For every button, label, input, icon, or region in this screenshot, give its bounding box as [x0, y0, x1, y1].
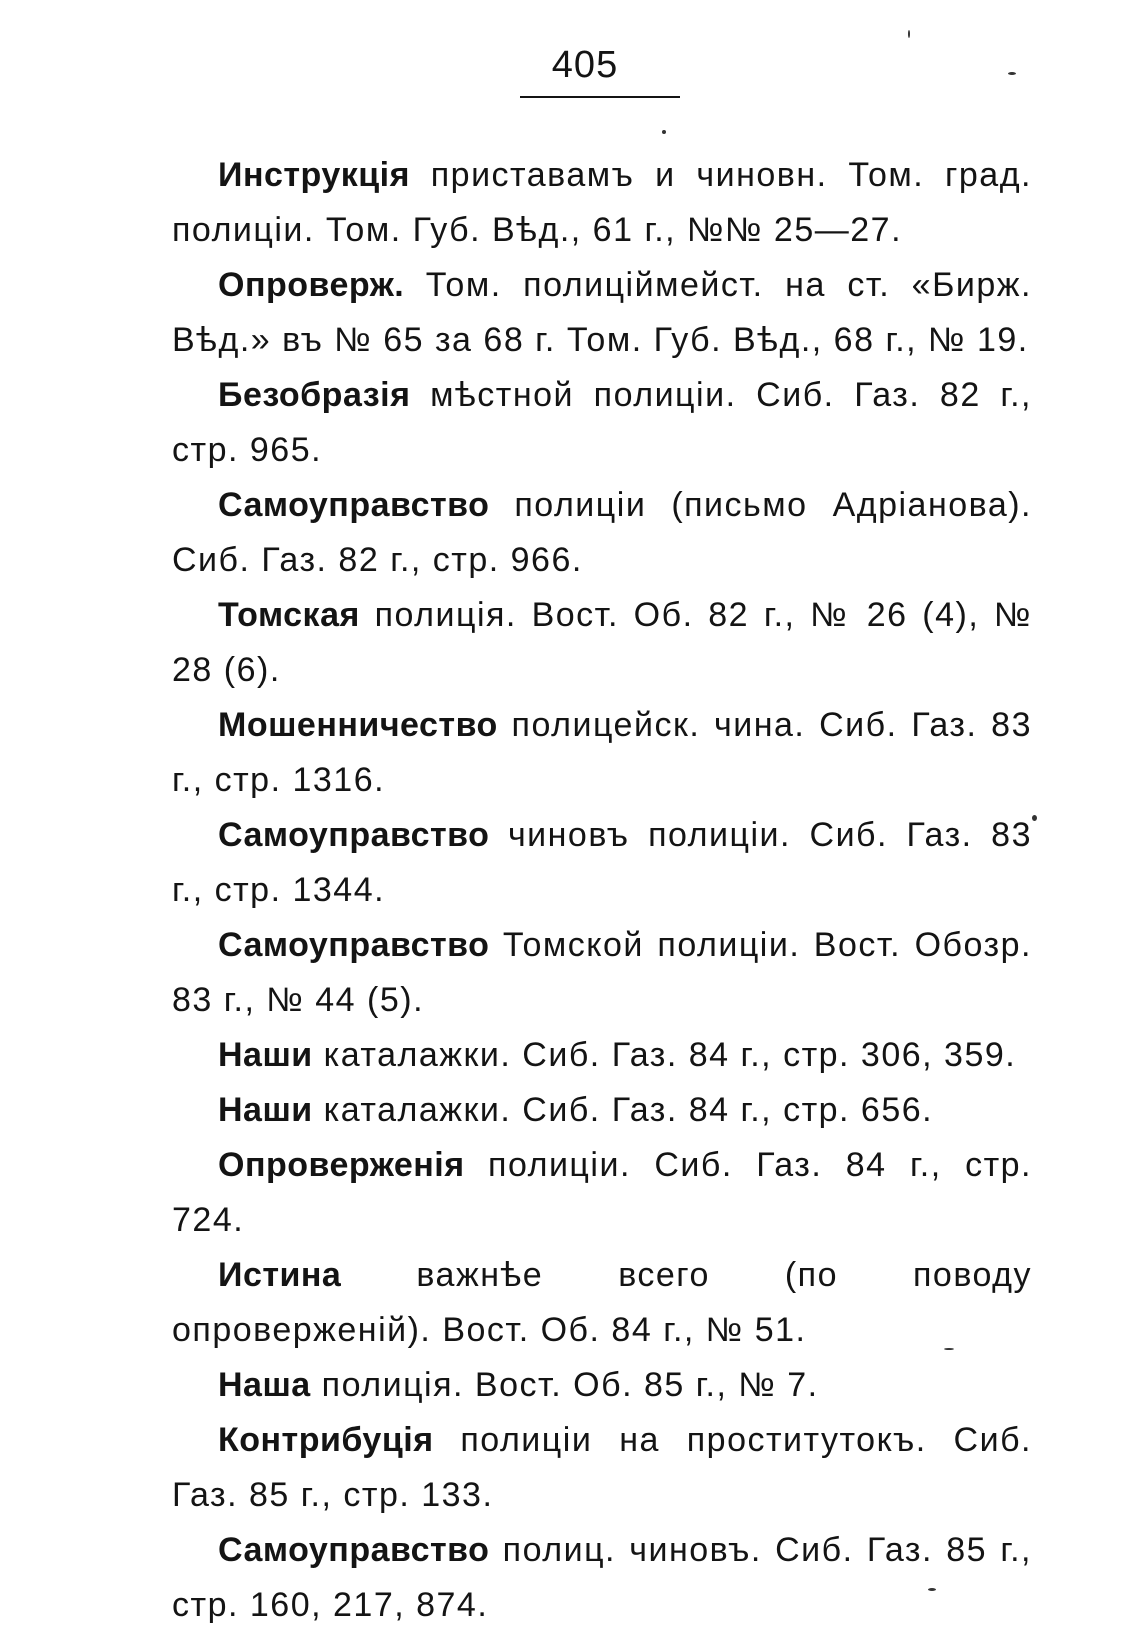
entry-text: мѣстной полиціи. Сиб. Газ. 82 г., стр. 965. — [172, 376, 1032, 469]
entry-heading: Самоуправство — [218, 1531, 490, 1569]
bibliography-entry — [172, 258, 1032, 368]
entry-text: полиціи (письмо Адріанова). Сиб. Газ. 82 г., стр. 966. — [172, 486, 1032, 579]
scan-speck — [908, 30, 910, 38]
entry-heading: Томская — [218, 596, 360, 634]
bibliography-entry — [172, 368, 1032, 478]
entry-text: каталажки. Сиб. Газ. 84 г., стр. 306, 359. — [312, 1036, 1017, 1074]
bibliography-entry — [172, 1138, 1032, 1248]
entry-heading: Инструкція — [218, 156, 410, 194]
bibliography-entry — [172, 1358, 1032, 1413]
entry-text: Томской полиціи. Вост. Обозр. 83 г., № 44 (5). — [172, 926, 1032, 1019]
entry-text: полиц. чиновъ. Сиб. Газ. 85 г., стр. 160, 217, 874. — [172, 1531, 1032, 1624]
entry-heading: Самоуправство — [218, 486, 490, 524]
page-number: 405 — [551, 44, 619, 86]
entry-heading: Опроверженія — [218, 1146, 465, 1184]
entry-text: Том. полиціймейст. на ст. «Бирж. Вѣд.» въ № 65 за 68 г. Том. Губ. Вѣд., 68 г., № 19. — [172, 266, 1032, 359]
entry-heading: Самоуправство — [218, 816, 490, 854]
bibliography-entry — [172, 588, 1032, 698]
bibliography-entry — [172, 1083, 1032, 1138]
entry-heading: Наша — [218, 1366, 311, 1404]
entry-heading: Самоуправство — [218, 926, 490, 964]
entry-text: важнѣе всего (по поводу опроверженій). Вост. Об. 84 г., № 51. — [172, 1256, 1032, 1349]
entry-text: полицейск. чина. Сиб. Газ. 83 г., стр. 1316. — [172, 706, 1032, 799]
scan-speck — [662, 130, 666, 134]
entry-text: чиновъ полиціи. Сиб. Газ. 83 г., стр. 1344. — [172, 816, 1032, 909]
bibliography-entry — [172, 1413, 1032, 1523]
bibliography-entry — [172, 808, 1032, 918]
entry-text: полиція. Вост. Об. 82 г., № 26 (4), № 28 (6). — [172, 596, 1032, 689]
bibliography-entry — [172, 918, 1032, 1028]
bibliography-entry — [172, 1028, 1032, 1083]
entry-heading: Опроверж. — [218, 266, 405, 304]
entry-text: приставамъ и чиновн. Том. град. полиціи. Том. Губ. Вѣд., 61 г., №№ 25—27. — [172, 156, 1032, 249]
entry-text: полиціи. Сиб. Газ. 84 г., стр. 724. — [172, 1146, 1032, 1239]
scan-speck — [1008, 72, 1016, 75]
scan-speck — [928, 1588, 936, 1591]
bibliography-entry — [172, 1523, 1032, 1633]
entry-heading: Наши — [218, 1091, 313, 1129]
bibliography-list — [172, 148, 1032, 1633]
scan-speck — [944, 1348, 954, 1350]
entry-heading: Наши — [218, 1036, 313, 1074]
bibliography-entry — [172, 1248, 1032, 1358]
bibliography-entry — [172, 698, 1032, 808]
bibliography-entry — [172, 478, 1032, 588]
entry-text: полиціи на проститутокъ. Сиб. Газ. 85 г., стр. 133. — [172, 1421, 1032, 1514]
entry-heading: Безобразія — [218, 376, 411, 414]
entry-heading: Истина — [218, 1256, 342, 1294]
entry-text: полиція. Вост. Об. 85 г., № 7. — [310, 1366, 819, 1404]
entry-heading: Контрибуція — [218, 1421, 434, 1459]
bibliography-entry — [172, 148, 1032, 258]
scan-speck — [1032, 815, 1037, 821]
entry-text: каталажки. Сиб. Газ. 84 г., стр. 656. — [312, 1091, 934, 1129]
entry-heading: Мошенничество — [218, 706, 498, 744]
page-number-rule — [520, 96, 680, 98]
